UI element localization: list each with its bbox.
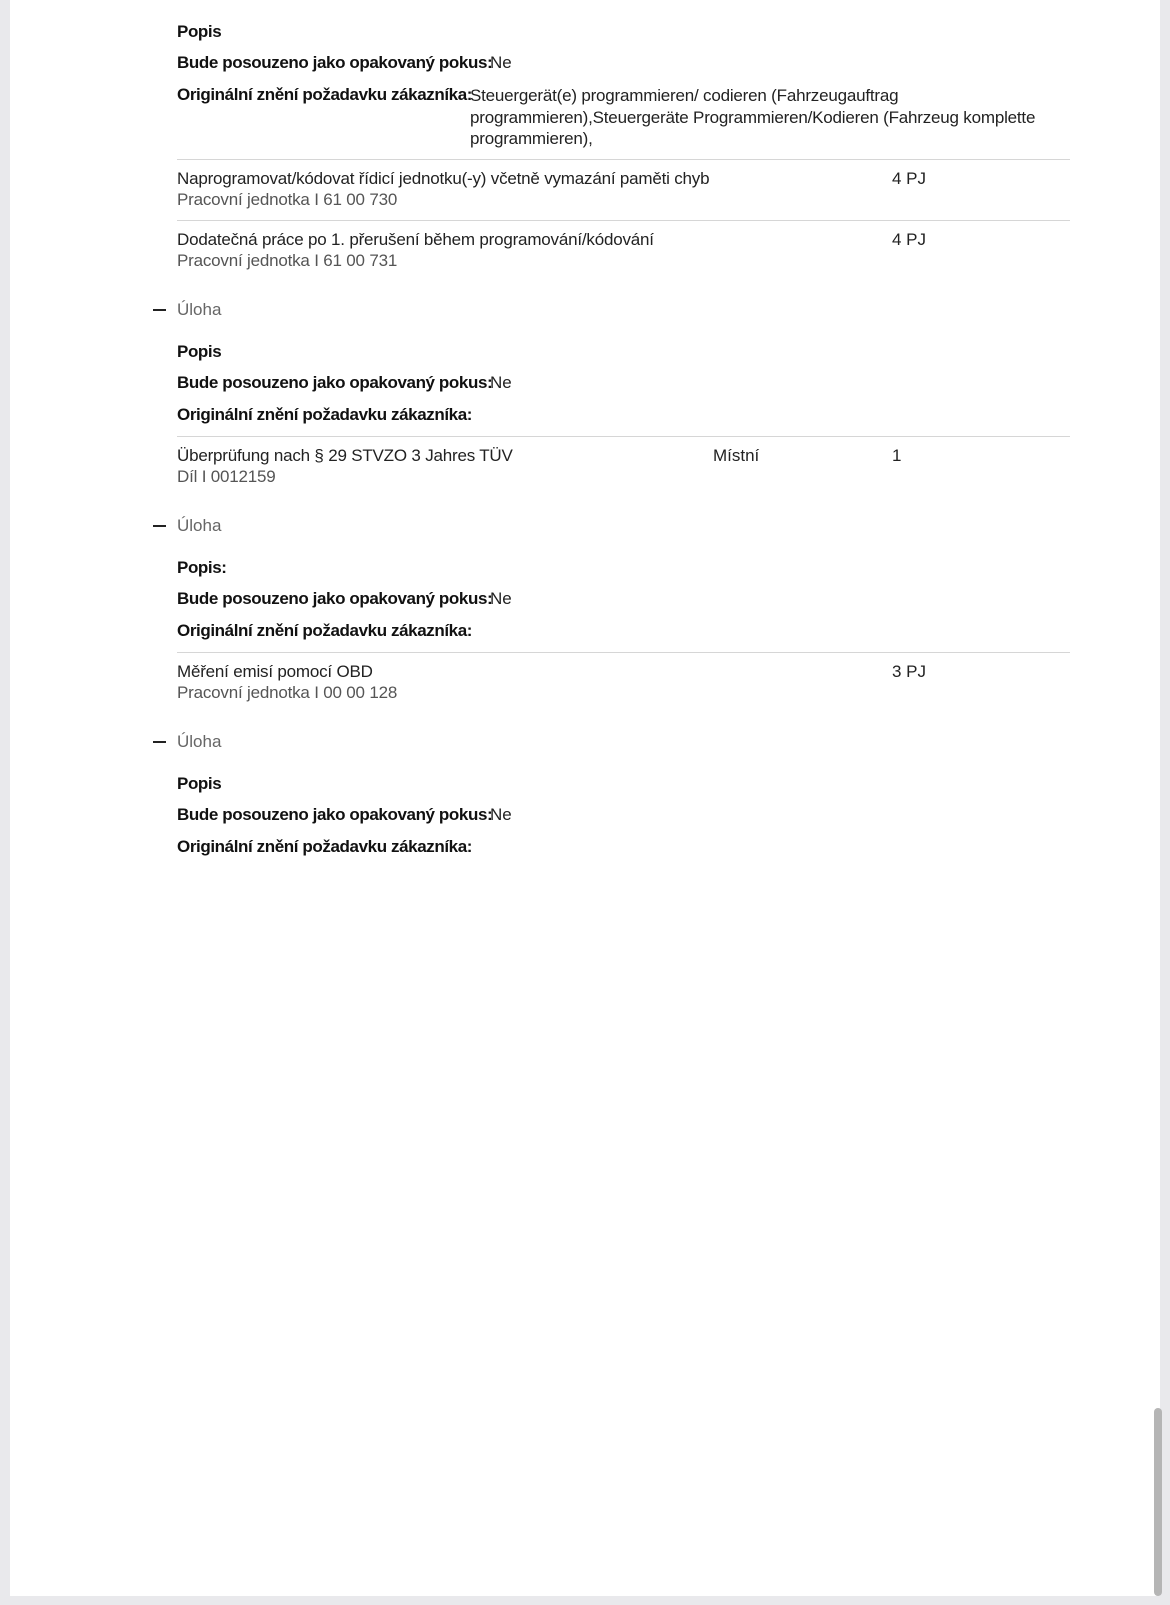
original-wording-label: Originální znění požadavku zákazníka: [177,85,473,104]
item-code: Pracovní jednotka I 61 00 730 [177,190,398,209]
item-code: Pracovní jednotka I 00 00 128 [177,683,398,702]
item-amount: 1 [892,446,902,465]
item-amount: 4 PJ [892,230,927,249]
description-label: Popis [177,774,222,793]
repeat-attempt-label: Bude posouzeno jako opakovaný pokus: [177,589,493,608]
item-title: Dodatečná práce po 1. přerušení během programování/kódování [177,230,654,249]
repeat-attempt-label: Bude posouzeno jako opakovaný pokus: [177,53,493,72]
repeat-attempt-value: Ne [490,805,512,824]
repeat-attempt-value: Ne [490,373,512,392]
task-heading[interactable]: Úloha [177,732,222,751]
repeat-attempt-value: Ne [490,53,512,72]
item-title: Überprüfung nach § 29 STVZO 3 Jahres TÜV [177,446,513,465]
item-amount: 3 PJ [892,662,927,681]
item-title: Měření emisí pomocí OBD [177,662,373,681]
item-type: Místní [713,446,760,465]
item-code: Pracovní jednotka I 61 00 731 [177,251,398,270]
task-heading[interactable]: Úloha [177,516,222,535]
original-wording-value: Steuergerät(e) programmieren/ codieren (Fahrzeugauftrag programmieren),Steuergeräte Programmieren/Kodieren (Fahrzeug komplette programmieren), [470,86,1036,148]
scrollbar-thumb[interactable] [1154,1408,1162,1596]
repeat-attempt-label: Bude posouzeno jako opakovaný pokus: [177,373,493,392]
item-amount: 4 PJ [892,169,927,188]
original-wording-label: Originální znění požadavku zákazníka: [177,405,473,424]
divider [177,652,1070,653]
description-label: Popis [177,22,222,41]
original-wording-label: Originální znění požadavku zákazníka: [177,621,473,640]
divider [177,436,1070,437]
description-label: Popis [177,342,222,361]
divider [177,159,1070,160]
repeat-attempt-label: Bude posouzeno jako opakovaný pokus: [177,805,493,824]
original-wording-label: Originální znění požadavku zákazníka: [177,837,473,856]
document-page [10,0,1160,1596]
item-code: Díl I 0012159 [177,467,276,486]
item-title: Naprogramovat/kódovat řídicí jednotku(-y) včetně vymazání paměti chyb [177,169,710,188]
repeat-attempt-value: Ne [490,589,512,608]
collapse-icon[interactable] [153,741,166,743]
collapse-icon[interactable] [153,309,166,311]
description-label: Popis: [177,558,227,577]
divider [177,220,1070,221]
task-heading[interactable]: Úloha [177,300,222,319]
collapse-icon[interactable] [153,525,166,527]
